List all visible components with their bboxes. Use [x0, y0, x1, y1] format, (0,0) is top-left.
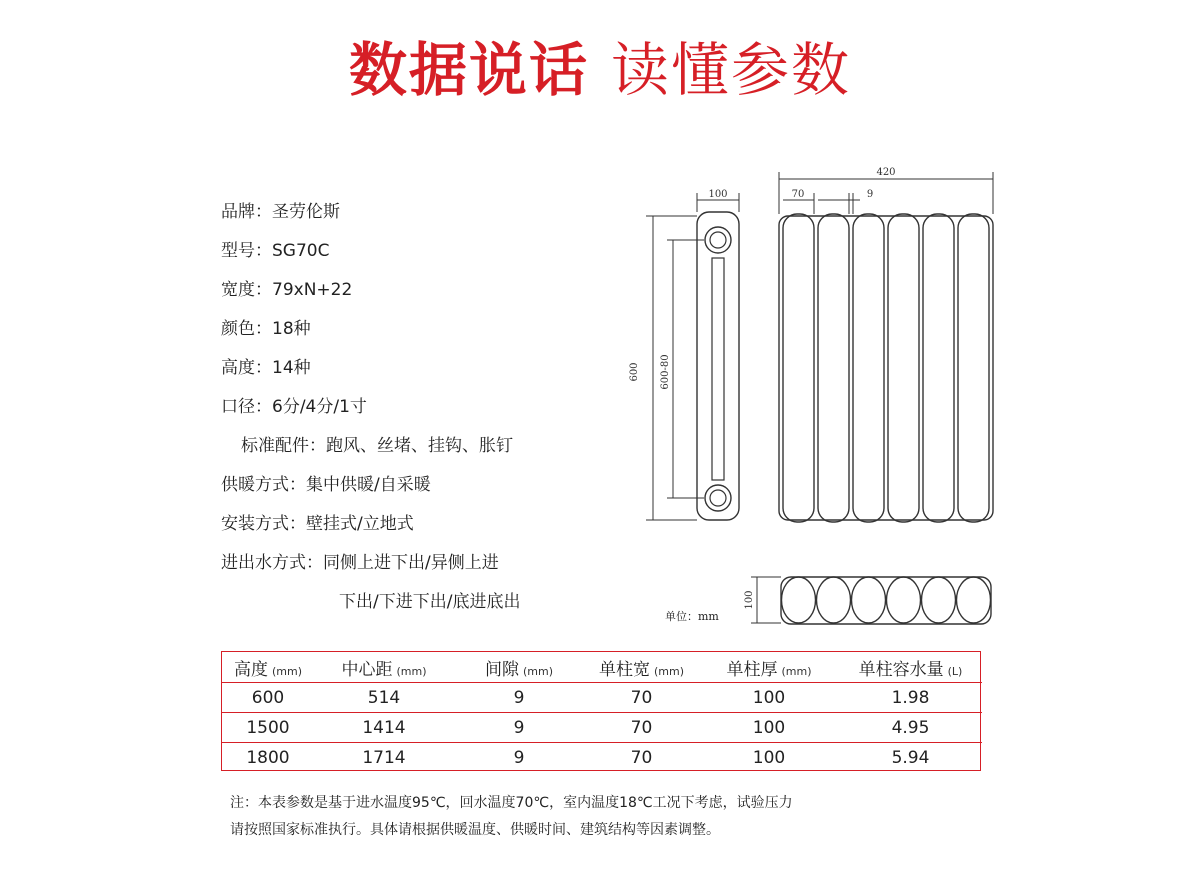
radiator-column	[853, 214, 884, 522]
bottom-outlet-inner	[710, 490, 726, 506]
spec-width: 宽度：79xN+22	[221, 280, 353, 300]
top-inlet-circle	[705, 227, 731, 253]
spec-value: 14种	[272, 358, 311, 378]
dim-gap-label: 9	[866, 189, 874, 200]
spec-label: 安装方式	[221, 514, 289, 534]
table-cell: 600	[222, 683, 314, 713]
table-header-row	[222, 652, 982, 683]
header-water-capacity	[839, 652, 982, 683]
table-cell: 9	[513, 747, 525, 768]
table-row	[222, 683, 982, 713]
header-gap	[454, 652, 584, 683]
table-cell: 100	[699, 683, 839, 713]
table-cell: 1.98	[839, 683, 982, 713]
spec-label: 高度	[221, 358, 255, 378]
table-cell: 1800	[246, 747, 290, 768]
dim-depth-label: 100	[744, 590, 755, 610]
radiator-column	[958, 214, 989, 522]
radiator-column	[923, 214, 954, 522]
table-cell: 1500	[222, 713, 314, 743]
table-cell: 5.94	[891, 747, 930, 768]
radiator-column	[818, 214, 849, 522]
side-view	[629, 189, 739, 520]
spec-label: 标准配件	[241, 436, 309, 456]
top-view-column	[852, 577, 886, 623]
spec-label: 型号	[221, 241, 255, 261]
spec-value: 79xN+22	[272, 280, 353, 300]
table-cell: 9	[454, 683, 584, 713]
footnote	[230, 790, 793, 844]
header-name: 单柱厚	[726, 659, 778, 680]
spec-height: 高度：14种	[221, 358, 311, 378]
radiator-column	[888, 214, 919, 522]
top-inlet-inner	[710, 232, 726, 248]
dim-side-width-label: 100	[708, 189, 728, 200]
table-cell: 100	[752, 747, 786, 768]
table-cell: 1414	[314, 713, 454, 743]
table-cell: 9	[454, 713, 584, 743]
header-unit: (L)	[947, 664, 963, 678]
top-view-column	[957, 577, 991, 623]
header-unit: (mm)	[522, 664, 553, 678]
top-view	[665, 577, 991, 624]
header-unit: (mm)	[271, 664, 302, 678]
spec-color: 颜色：18种	[221, 319, 311, 339]
dim-height-label: 600	[629, 362, 640, 382]
spec-value: 壁挂式/立地式	[306, 514, 414, 534]
spec-label: 品牌	[221, 202, 255, 222]
spec-heating: 供暖方式：集中供暖/自采暖	[221, 475, 431, 495]
header-column-thickness	[699, 652, 839, 683]
radiator-column	[783, 214, 814, 522]
top-view-column	[922, 577, 956, 623]
footnote-line-1: 注：本表参数是基于进水温度95℃，回水温度70℃，室内温度18℃工况下考虑，试验压力	[230, 795, 793, 811]
table-cell: 1714	[362, 747, 406, 768]
spec-value: 跑风、丝堵、挂钩、胀钉	[326, 436, 513, 456]
header-name: 单柱容水量	[858, 659, 944, 680]
title-part-1: 数据说话	[348, 36, 589, 104]
spec-caliber: 口径：6分/4分/1寸	[221, 397, 367, 417]
header-name: 间隙	[484, 659, 519, 680]
header-unit: (mm)	[653, 664, 684, 678]
front-view	[779, 167, 993, 522]
header-name: 高度	[233, 659, 268, 680]
header-center-distance	[314, 652, 454, 683]
spec-label: 口径	[221, 397, 255, 417]
table-cell: 514	[314, 683, 454, 713]
spec-brand: 品牌：圣劳伦斯	[221, 202, 340, 222]
table-cell: 4.95	[839, 713, 982, 743]
table-row	[222, 743, 982, 773]
bottom-outlet-circle	[705, 485, 731, 511]
spec-label: 进出水方式	[221, 553, 306, 573]
front-view-frame	[779, 216, 993, 520]
top-view-column	[782, 577, 816, 623]
spec-install: 安装方式：壁挂式/立地式	[221, 514, 414, 534]
spec-model: 型号：SG70C	[221, 241, 330, 261]
parameter-table	[221, 651, 981, 771]
table-cell: 70	[584, 713, 699, 743]
header-unit: (mm)	[781, 664, 812, 678]
header-unit: (mm)	[396, 664, 427, 678]
table-cell: 70	[584, 683, 699, 713]
side-view-slot	[712, 258, 724, 480]
spec-value: SG70C	[272, 241, 330, 261]
table-cell: 100	[699, 713, 839, 743]
unit-label: 单位：mm	[665, 610, 719, 623]
footnote-line-2: 请按照国家标准执行。具体请根据供暖温度、供暖时间、建筑结构等因素调整。	[230, 822, 720, 838]
dim-center-label: 600-80	[660, 354, 671, 390]
table-cell: 70	[630, 747, 653, 768]
title-part-2: 读懂参数	[611, 36, 852, 104]
header-name: 单柱宽	[598, 659, 650, 680]
top-view-column	[887, 577, 921, 623]
spec-label: 供暖方式	[221, 475, 289, 495]
spec-value: 6分/4分/1寸	[272, 397, 367, 417]
table-row	[222, 713, 982, 743]
dim-total-width-label: 420	[876, 167, 896, 178]
spec-water-flow-cont: 下出/下进下出/底进底出	[339, 592, 521, 612]
spec-value: 圣劳伦斯	[272, 202, 340, 222]
top-view-column	[817, 577, 851, 623]
spec-value: 集中供暖/自采暖	[306, 475, 431, 495]
spec-value: 同侧上进下出/异侧上进	[323, 553, 499, 573]
spec-label: 颜色	[221, 319, 255, 339]
dim-column-label: 70	[791, 189, 805, 200]
header-height	[222, 652, 314, 683]
spec-water-flow: 进出水方式：同侧上进下出/异侧上进	[221, 553, 499, 573]
header-name: 中心距	[341, 659, 393, 680]
spec-label: 宽度	[221, 280, 255, 300]
header-column-width	[584, 652, 699, 683]
spec-value: 18种	[272, 319, 311, 339]
spec-accessories: 标准配件：跑风、丝堵、挂钩、胀钉	[241, 436, 513, 456]
